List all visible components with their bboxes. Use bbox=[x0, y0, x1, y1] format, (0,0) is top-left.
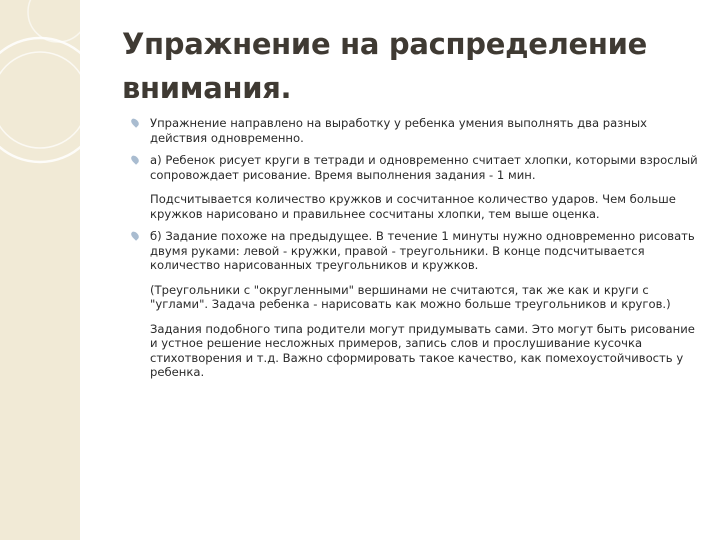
bullet-marker-icon bbox=[130, 230, 142, 242]
bullet-item bbox=[130, 116, 700, 145]
bullet-item bbox=[130, 153, 700, 221]
decorative-side-band bbox=[0, 0, 80, 540]
bullet-text: б) Задание похоже на предыдущее. В течение 1 минуты нужно одновременно рисовать двумя руками: левой - кружки, правой - треугольники. В конце подсчитывается количество нарисованных треугольников и кружков. bbox=[150, 229, 695, 272]
bullet-followup-text: Задания подобного типа родители могут придумывать сами. Это могут быть рисование и устное решение несложных примеров, запись слов и прослушивание кусочка стихотворения и т.д. Важно сформировать такое качество, как помехоустойчивость у ребенка. bbox=[150, 321, 695, 379]
bullet-item bbox=[130, 229, 700, 380]
slide-content bbox=[80, 0, 720, 540]
bullet-followup-text: Подсчитывается количество кружков и сосчитанное количество ударов. Чем больше кружков нарисовано и правильнее сосчитаны хлопки, тем выше оценка. bbox=[150, 192, 676, 221]
slide-title: Упражнение на распределение внимания. bbox=[122, 27, 648, 105]
bullet-list bbox=[130, 116, 700, 380]
bullet-marker-icon bbox=[130, 117, 142, 129]
bullet-marker-icon bbox=[130, 154, 142, 166]
bullet-text: а) Ребенок рисует круги в тетради и одновременно считает хлопки, которыми взрослый сопровождает рисование. Время выполнения задания - 1 мин. bbox=[150, 153, 698, 182]
bullet-followup-text: (Треугольники с "округленными" вершинами не считаются, так же как и круги с "углами". Задача ребенка - нарисовать как можно больше треугольников и кругов.) bbox=[150, 282, 671, 311]
bullet-text: Упражнение направлено на выработку у ребенка умения выполнять два разных действия одновременно. bbox=[150, 116, 647, 145]
